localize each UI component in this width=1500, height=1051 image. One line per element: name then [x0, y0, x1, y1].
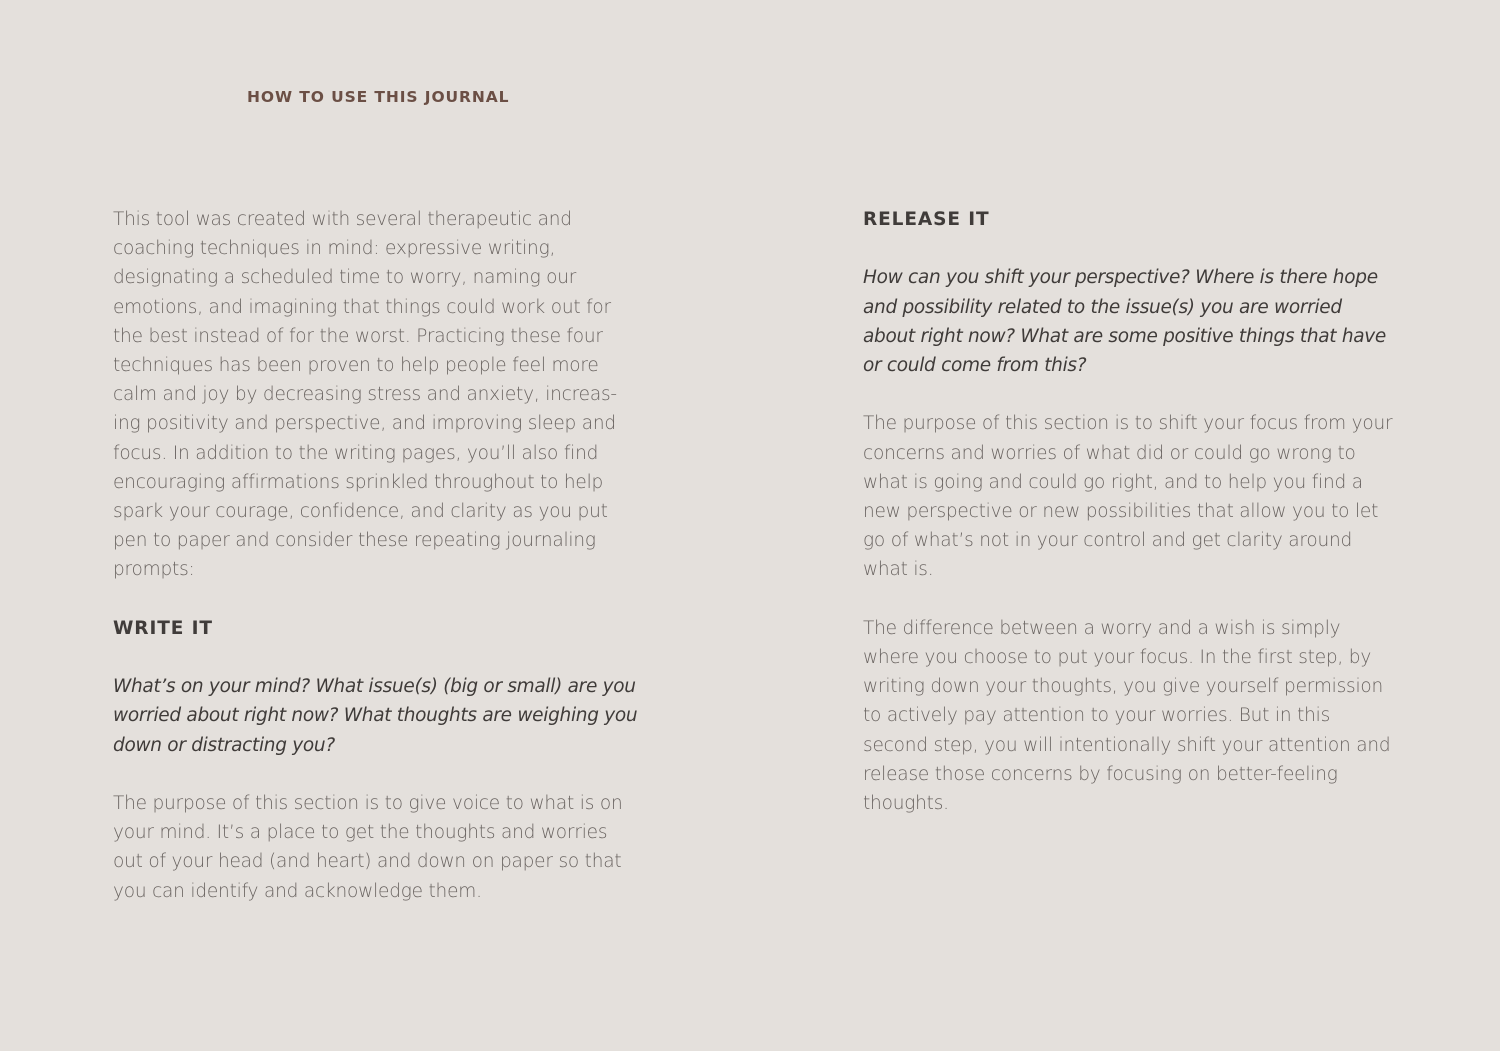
spacer	[863, 380, 1393, 409]
spacer	[863, 234, 1393, 263]
release-it-prompt: How can you shift your perspective? Where is there hope and possibility related to the issue(s) you are worried about right now? What are some positive things that have or could come from this?	[863, 267, 1387, 376]
release-it-purpose: The purpose of this section is to shift your focus from your concerns and worries of what did or could go wrong to what is going and could go right, and to help you find a new perspective or new possibilities that allow you to let go of what’s not in your control and get clarity around what is.	[863, 413, 1393, 581]
spacer	[113, 585, 638, 614]
release-it-heading: RELEASE IT	[863, 209, 990, 230]
left-column	[113, 205, 638, 906]
intro-paragraph: This tool was created with several therapeutic and coaching techniques in mind: expressive writing, designating a scheduled time to worry, naming our emotions, and imagining that things could work out for the best instead of for the worst. Practicing these four techniques has been proven to help people feel more calm and joy by decreasing stress and anxiety, increas-ing positivity and perspective, and improving sleep and focus. In addition to the writing pages, you’ll also find encouraging affirmations sprinkled throughout to help spark your courage, confidence, and clarity as you put pen to paper and consider these repeating journaling prompts:	[113, 209, 617, 581]
write-it-purpose: The purpose of this section is to give voice to what is on your mind. It’s a place to get the thoughts and worries out of your head (and heart) and down on paper so that you can identify and acknowledge them.	[113, 793, 623, 902]
spacer	[113, 643, 638, 672]
running-head: HOW TO USE THIS JOURNAL	[247, 88, 510, 106]
right-column	[863, 205, 1393, 818]
release-it-difference: The difference between a worry and a wish is simply where you choose to put your focus. In the first step, by writing down your thoughts, you give yourself permission to actively pay attention to your worries. But in this second step, you will intentionally shift your attention and release those concerns by focusing on better-feeling thoughts.	[863, 617, 1391, 815]
write-it-prompt: What’s on your mind? What issue(s) (big or small) are you worried about right now? What thoughts are weighing you down or distracting you?	[113, 676, 638, 756]
spacer	[113, 760, 638, 789]
write-it-heading: WRITE IT	[113, 617, 213, 639]
spacer	[863, 585, 1393, 614]
